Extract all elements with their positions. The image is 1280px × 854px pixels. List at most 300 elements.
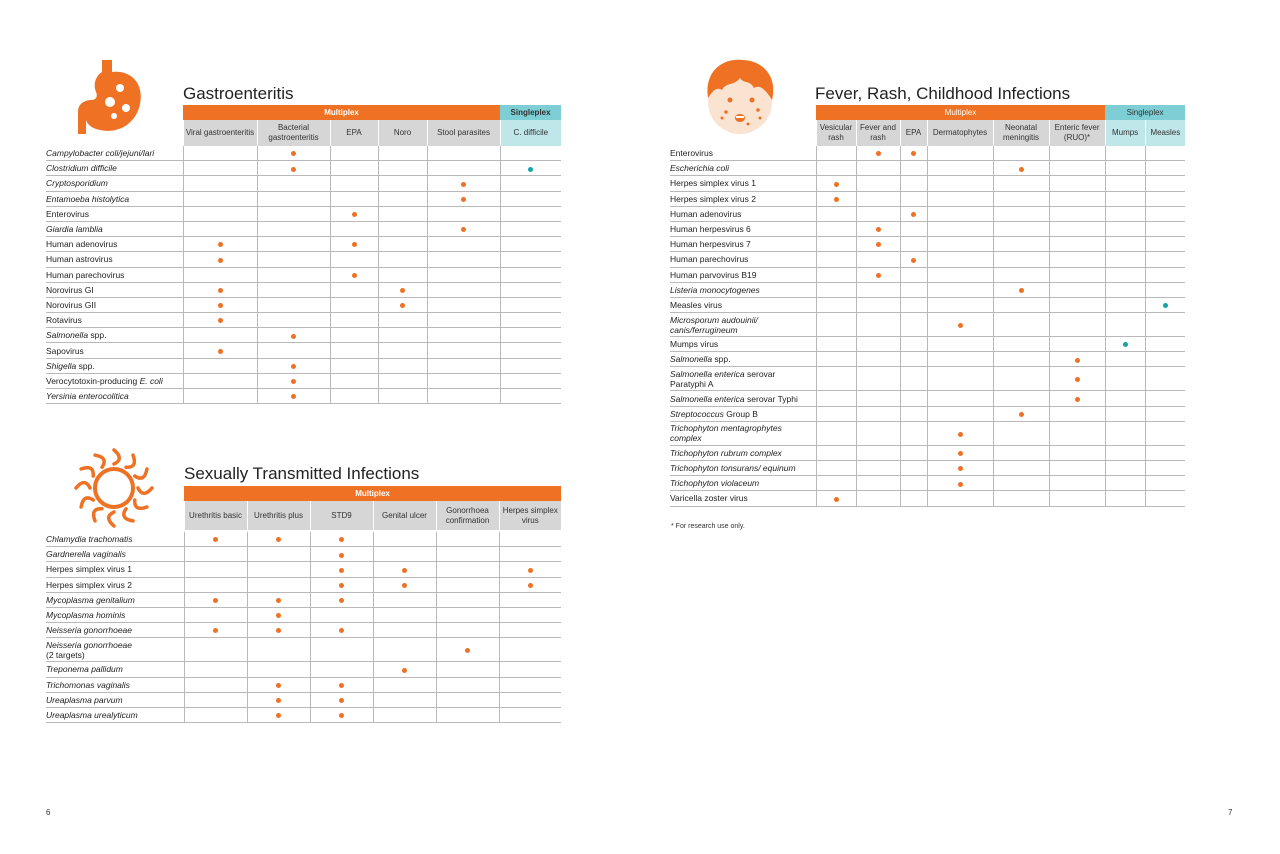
table-cell xyxy=(378,252,427,267)
pathogen-label xyxy=(46,638,184,662)
table-cell xyxy=(183,206,257,221)
pathogen-label xyxy=(46,267,183,282)
multiplex-dot-icon xyxy=(276,698,281,703)
table-cell xyxy=(310,547,373,562)
table-row xyxy=(46,282,561,297)
table-cell xyxy=(247,592,310,607)
table-cell xyxy=(1049,282,1105,297)
table-cell xyxy=(330,252,378,267)
table-cell xyxy=(993,421,1049,445)
pathogen-suffix: spp. xyxy=(76,360,95,371)
table-cell xyxy=(816,313,856,337)
table-cell xyxy=(330,146,378,161)
table-cell xyxy=(310,638,373,662)
table-cell xyxy=(927,367,993,391)
pathogen-label xyxy=(46,282,183,297)
table-cell xyxy=(993,352,1049,367)
table-cell xyxy=(1105,391,1145,406)
multiplex-dot-icon xyxy=(352,273,357,278)
table-cell xyxy=(900,282,927,297)
multiplex-dot-icon xyxy=(276,613,281,618)
multiplex-dot-icon xyxy=(276,683,281,688)
pathogen-name: Varicella zoster virus xyxy=(670,493,748,504)
multiplex-dot-icon xyxy=(213,537,218,542)
multiplex-dot-icon xyxy=(339,537,344,542)
table-cell xyxy=(247,577,310,592)
table-cell xyxy=(900,476,927,491)
column-header: Stool parasites xyxy=(427,120,500,146)
pathogen-name: Human adenovirus xyxy=(670,208,742,219)
singleplex-dot-icon xyxy=(1123,342,1128,347)
table-cell xyxy=(816,237,856,252)
pathogen-name: Treponema pallidum xyxy=(46,664,123,675)
table-cell xyxy=(993,491,1049,506)
pathogen-label xyxy=(670,191,816,206)
table-cell xyxy=(436,677,499,692)
table-row xyxy=(670,206,1185,221)
table-cell xyxy=(500,282,561,297)
table-cell xyxy=(927,313,993,337)
pathogen-name: Norovirus GII xyxy=(46,299,97,310)
table-cell xyxy=(1145,352,1185,367)
column-header: Urethritis basic xyxy=(184,501,247,530)
table-cell xyxy=(856,252,900,267)
table-row xyxy=(670,476,1185,491)
table-cell xyxy=(1049,461,1105,476)
pathogen-label xyxy=(670,352,816,367)
multiplex-dot-icon xyxy=(1019,167,1024,172)
table-cell xyxy=(500,146,561,161)
table-cell xyxy=(1049,146,1105,161)
table-cell xyxy=(247,607,310,622)
multiplex-dot-icon xyxy=(402,568,407,573)
table-cell xyxy=(816,191,856,206)
table-cell xyxy=(927,282,993,297)
table-row xyxy=(46,313,561,328)
table-row xyxy=(46,692,561,707)
table-cell xyxy=(900,146,927,161)
multiplex-dot-icon xyxy=(461,182,466,187)
table-cell xyxy=(993,297,1049,312)
table-cell xyxy=(427,282,500,297)
singleplex-dot-icon xyxy=(1163,303,1168,308)
table-cell xyxy=(378,221,427,236)
table-cell xyxy=(816,421,856,445)
table-cell xyxy=(499,677,561,692)
pathogen-name: Salmonella enterica xyxy=(670,368,745,379)
pathogen-name: Giardia lamblia xyxy=(46,224,103,235)
table-cell xyxy=(500,176,561,191)
table-cell xyxy=(183,146,257,161)
table-cell xyxy=(900,461,927,476)
table-cell xyxy=(900,191,927,206)
table-cell xyxy=(330,328,378,343)
table-cell xyxy=(816,461,856,476)
pathogen-label xyxy=(46,389,183,404)
table-cell xyxy=(927,191,993,206)
table-cell xyxy=(856,237,900,252)
table-cell xyxy=(378,297,427,312)
table-cell xyxy=(427,176,500,191)
table-cell xyxy=(436,532,499,547)
table-cell xyxy=(500,267,561,282)
table-cell xyxy=(900,267,927,282)
table-row xyxy=(670,313,1185,337)
multiplex-dot-icon xyxy=(402,668,407,673)
table-cell xyxy=(993,282,1049,297)
table-cell xyxy=(1105,252,1145,267)
pathogen-label xyxy=(46,577,184,592)
table-row xyxy=(46,328,561,343)
table-row xyxy=(46,532,561,547)
table-cell xyxy=(816,221,856,236)
table-cell xyxy=(900,297,927,312)
table-cell xyxy=(183,328,257,343)
table-row xyxy=(670,421,1185,445)
table-cell xyxy=(816,491,856,506)
table-cell xyxy=(927,421,993,445)
table-cell xyxy=(427,161,500,176)
multiplex-dot-icon xyxy=(218,303,223,308)
pathogen-name: Herpes simplex virus 2 xyxy=(670,193,756,204)
pathogen-name: Neisseria gonorrhoeae xyxy=(46,639,132,650)
multiplex-dot-icon xyxy=(958,466,963,471)
pathogen-label xyxy=(46,547,184,562)
pathogen-name-line2: complex xyxy=(670,433,702,444)
column-header: Herpes simplex virus xyxy=(499,501,561,530)
table-cell xyxy=(856,337,900,352)
singleplex-band: Singleplex xyxy=(500,105,561,120)
pathogen-name: Campylobacter coli/jejuni/lari xyxy=(46,148,155,159)
multiplex-dot-icon xyxy=(291,334,296,339)
table-cell xyxy=(1049,337,1105,352)
pathogen-label xyxy=(670,421,816,445)
table-cell xyxy=(1105,237,1145,252)
table-cell xyxy=(1049,476,1105,491)
table-row xyxy=(46,221,561,236)
table-cell xyxy=(1145,445,1185,460)
pathogen-name: Mycoplasma genitalium xyxy=(46,594,135,605)
table-cell xyxy=(257,358,330,373)
table-cell xyxy=(373,707,436,722)
table-cell xyxy=(436,562,499,577)
column-header: Viral gastroenteritis xyxy=(183,120,257,146)
table-cell xyxy=(900,421,927,445)
table-cell xyxy=(373,662,436,677)
table-row xyxy=(46,662,561,677)
table-cell xyxy=(1145,176,1185,191)
table-cell xyxy=(856,461,900,476)
table-cell xyxy=(816,367,856,391)
table-row xyxy=(46,206,561,221)
pathogen-label xyxy=(670,367,816,391)
pathogen-name: Trichophyton mentagrophytes xyxy=(670,423,782,434)
table-cell xyxy=(1105,176,1145,191)
table-cell xyxy=(856,367,900,391)
table-cell xyxy=(856,352,900,367)
table-cell xyxy=(427,358,500,373)
pathogen-suffix: Group B xyxy=(723,408,758,419)
pathogen-label xyxy=(46,146,183,161)
multiplex-dot-icon xyxy=(276,598,281,603)
table-cell xyxy=(816,161,856,176)
pathogen-name: Trichophyton violaceum xyxy=(670,478,760,489)
table-cell xyxy=(993,206,1049,221)
table-cell xyxy=(1145,146,1185,161)
table-cell xyxy=(1105,367,1145,391)
table-cell xyxy=(184,677,247,692)
table-cell xyxy=(378,313,427,328)
table-cell xyxy=(927,237,993,252)
table-cell xyxy=(378,373,427,388)
sti-title: Sexually Transmitted Infections xyxy=(184,464,420,483)
pathogen-name: Mycoplasma hominis xyxy=(46,610,126,621)
table-cell xyxy=(816,337,856,352)
pathogen-label xyxy=(670,313,816,337)
multiplex-dot-icon xyxy=(218,258,223,263)
table-cell xyxy=(927,252,993,267)
table-cell xyxy=(816,352,856,367)
table-cell xyxy=(257,328,330,343)
table-cell xyxy=(310,532,373,547)
pathogen-label xyxy=(46,692,184,707)
table-cell xyxy=(184,577,247,592)
pathogen-label xyxy=(46,677,184,692)
table-cell xyxy=(247,638,310,662)
table-cell xyxy=(247,707,310,722)
table-cell xyxy=(427,146,500,161)
table-cell xyxy=(330,206,378,221)
multiplex-dot-icon xyxy=(876,227,881,232)
pathogen-name: Salmonella xyxy=(46,330,89,341)
multiplex-dot-icon xyxy=(291,379,296,384)
table-cell xyxy=(247,623,310,638)
table-cell xyxy=(900,206,927,221)
table-cell xyxy=(1105,191,1145,206)
table-cell xyxy=(816,297,856,312)
table-cell xyxy=(816,406,856,421)
column-header: Vesicular rash xyxy=(816,120,856,146)
table-cell xyxy=(427,206,500,221)
table-cell xyxy=(856,313,900,337)
table-cell xyxy=(856,282,900,297)
table-cell xyxy=(378,343,427,358)
table-cell xyxy=(927,491,993,506)
multiplex-dot-icon xyxy=(276,537,281,542)
table-cell xyxy=(310,623,373,638)
table-cell xyxy=(1145,252,1185,267)
table-cell xyxy=(993,267,1049,282)
table-cell xyxy=(927,461,993,476)
column-header: Bacterial gastroenteritis xyxy=(257,120,330,146)
table-cell xyxy=(184,547,247,562)
multiplex-dot-icon xyxy=(465,648,470,653)
table-cell xyxy=(1049,445,1105,460)
pathogen-name: Human adenovirus xyxy=(46,239,118,250)
multiplex-dot-icon xyxy=(911,258,916,263)
table-cell xyxy=(499,638,561,662)
table-cell xyxy=(816,476,856,491)
pathogen-name: Verocytotoxin-producing xyxy=(46,375,140,386)
multiplex-dot-icon xyxy=(1019,412,1024,417)
table-cell xyxy=(993,146,1049,161)
table-cell xyxy=(993,221,1049,236)
pathogen-label xyxy=(670,406,816,421)
pathogen-name: Sapovirus xyxy=(46,345,84,356)
table-row xyxy=(670,146,1185,161)
table-row xyxy=(46,547,561,562)
table-cell xyxy=(257,297,330,312)
table-cell xyxy=(927,445,993,460)
table-cell xyxy=(247,532,310,547)
pathogen-label xyxy=(46,343,183,358)
pathogen-name: Norovirus GI xyxy=(46,284,94,295)
table-row xyxy=(46,707,561,722)
pathogen-name: Trichophyton rubrum complex xyxy=(670,447,782,458)
table-cell xyxy=(378,146,427,161)
table-cell xyxy=(816,252,856,267)
table-cell xyxy=(927,206,993,221)
table-cell xyxy=(183,282,257,297)
table-cell xyxy=(1049,421,1105,445)
pathogen-name-line2: (2 targets) xyxy=(46,649,85,660)
table-cell xyxy=(427,297,500,312)
table-cell xyxy=(927,297,993,312)
multiplex-dot-icon xyxy=(1075,358,1080,363)
table-row xyxy=(46,592,561,607)
multiplex-dot-icon xyxy=(218,349,223,354)
table-cell xyxy=(330,343,378,358)
table-cell xyxy=(310,562,373,577)
sti-table xyxy=(46,486,561,723)
multiplex-dot-icon xyxy=(402,583,407,588)
pathogen-name: Escherichia coli xyxy=(670,163,730,174)
table-cell xyxy=(378,176,427,191)
multiplex-dot-icon xyxy=(400,303,405,308)
table-cell xyxy=(1049,313,1105,337)
table-cell xyxy=(373,562,436,577)
multiplex-dot-icon xyxy=(461,227,466,232)
table-cell xyxy=(499,577,561,592)
table-cell xyxy=(183,252,257,267)
column-header: Mumps xyxy=(1105,120,1145,146)
pathogen-label xyxy=(670,445,816,460)
table-cell xyxy=(1145,206,1185,221)
table-row xyxy=(670,237,1185,252)
table-cell xyxy=(1105,406,1145,421)
table-cell xyxy=(427,252,500,267)
multiplex-dot-icon xyxy=(1075,377,1080,382)
table-cell xyxy=(1105,206,1145,221)
pathogen-name: Trichomonas vaginalis xyxy=(46,679,130,690)
table-cell xyxy=(1145,421,1185,445)
pathogen-suffix: serovar Typhi xyxy=(744,393,798,404)
table-cell xyxy=(1105,161,1145,176)
table-cell xyxy=(310,707,373,722)
pathogen-name: Human herpesvirus 6 xyxy=(670,224,751,235)
table-row xyxy=(670,282,1185,297)
table-cell xyxy=(856,421,900,445)
pathogen-label xyxy=(670,476,816,491)
table-cell xyxy=(257,161,330,176)
table-cell xyxy=(500,358,561,373)
table-cell xyxy=(1049,237,1105,252)
table-cell xyxy=(900,445,927,460)
table-row xyxy=(670,337,1185,352)
table-cell xyxy=(257,282,330,297)
pathogen-name: Herpes simplex virus 2 xyxy=(46,579,132,590)
table-cell xyxy=(900,391,927,406)
table-cell xyxy=(856,161,900,176)
table-cell xyxy=(1049,352,1105,367)
table-cell xyxy=(427,313,500,328)
table-row xyxy=(670,176,1185,191)
table-cell xyxy=(1049,491,1105,506)
table-cell xyxy=(257,237,330,252)
pathogen-name: Enterovirus xyxy=(46,208,89,219)
table-cell xyxy=(1145,476,1185,491)
table-cell xyxy=(257,343,330,358)
pathogen-label xyxy=(46,358,183,373)
pathogen-suffix: E. coli xyxy=(139,375,163,386)
table-cell xyxy=(816,176,856,191)
multiplex-dot-icon xyxy=(339,583,344,588)
fever-rows xyxy=(670,146,1185,506)
table-cell xyxy=(1049,221,1105,236)
table-cell xyxy=(1145,221,1185,236)
table-cell xyxy=(927,476,993,491)
table-cell xyxy=(993,176,1049,191)
table-cell xyxy=(1105,445,1145,460)
table-cell xyxy=(993,476,1049,491)
table-row xyxy=(670,352,1185,367)
pathogen-name: Herpes simplex virus 1 xyxy=(670,178,756,189)
multiplex-dot-icon xyxy=(218,288,223,293)
table-cell xyxy=(310,577,373,592)
multiplex-dot-icon xyxy=(291,167,296,172)
table-cell xyxy=(427,221,500,236)
sun-ray xyxy=(135,469,147,478)
table-cell xyxy=(436,577,499,592)
pathogen-name: Rotavirus xyxy=(46,315,82,326)
table-cell xyxy=(993,337,1049,352)
pathogen-label xyxy=(46,206,183,221)
pathogen-label xyxy=(670,252,816,267)
table-cell xyxy=(1145,391,1185,406)
table-cell xyxy=(330,267,378,282)
table-cell xyxy=(257,206,330,221)
pathogen-suffix: spp. xyxy=(88,330,107,341)
sti-rows xyxy=(46,532,561,723)
multiplex-dot-icon xyxy=(339,598,344,603)
table-row xyxy=(670,267,1185,282)
table-row xyxy=(46,577,561,592)
table-cell xyxy=(257,267,330,282)
table-cell xyxy=(1105,221,1145,236)
multiplex-dot-icon xyxy=(834,497,839,502)
table-cell xyxy=(378,237,427,252)
pathogen-label xyxy=(670,267,816,282)
table-cell xyxy=(500,328,561,343)
table-cell xyxy=(993,445,1049,460)
pathogen-name: Listeria monocytogenes xyxy=(670,284,760,295)
table-cell xyxy=(927,176,993,191)
table-row xyxy=(670,297,1185,312)
table-cell xyxy=(500,252,561,267)
table-cell xyxy=(900,406,927,421)
pathogen-label xyxy=(46,707,184,722)
column-header: Genital ulcer xyxy=(373,501,436,530)
